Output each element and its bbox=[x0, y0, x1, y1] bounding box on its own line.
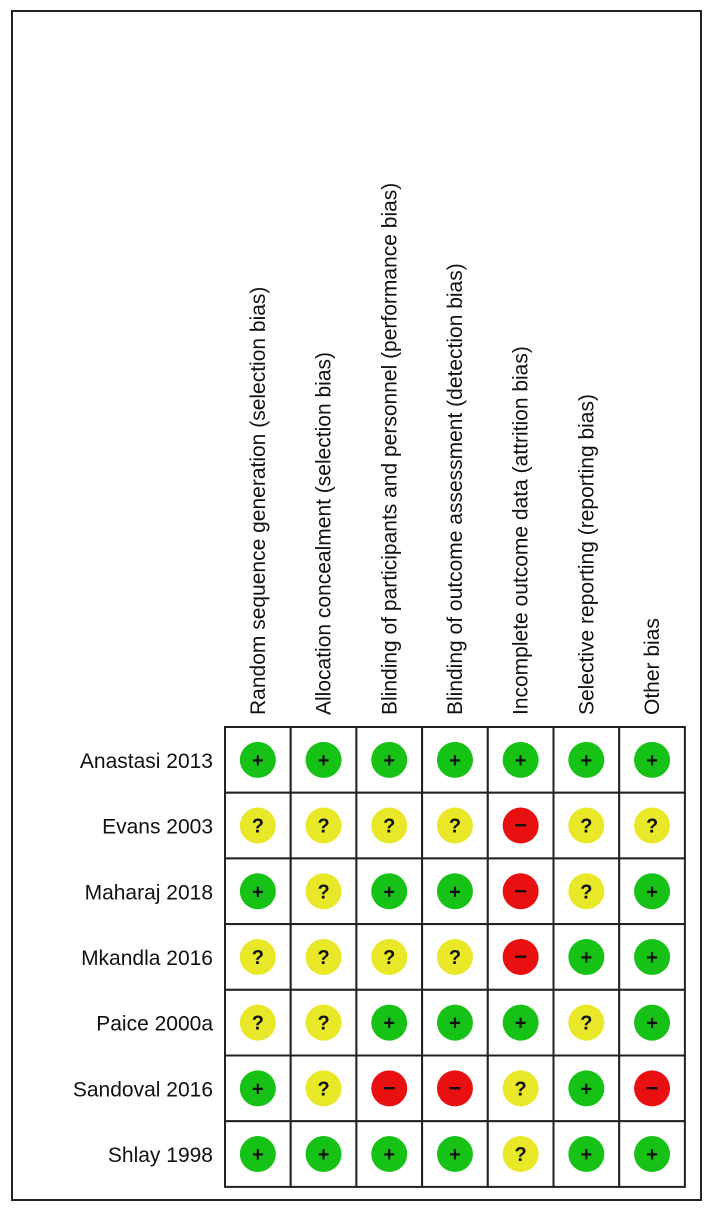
judgement-symbol: + bbox=[317, 1144, 330, 1167]
judgement-symbol: − bbox=[448, 1075, 462, 1101]
judgement-symbol: ? bbox=[251, 946, 264, 969]
domain-label: Incomplete outcome data (attrition bias) bbox=[509, 346, 533, 715]
judgement-symbol: − bbox=[382, 1075, 396, 1101]
study-label: Maharaj 2018 bbox=[84, 881, 213, 905]
judgement-symbol: ? bbox=[317, 881, 330, 904]
domain-label: Selective reporting (reporting bias) bbox=[575, 394, 599, 715]
judgement-symbol: − bbox=[645, 1075, 659, 1101]
judgement-symbol: ? bbox=[580, 1012, 593, 1035]
judgement-symbol: + bbox=[514, 749, 527, 772]
judgement-symbol: + bbox=[252, 881, 264, 904]
judgement-symbol: + bbox=[646, 1144, 658, 1167]
judgement-symbol: ? bbox=[317, 946, 330, 969]
judgement-symbol: + bbox=[252, 1144, 264, 1167]
domain-label: Random sequence generation (selection bias) bbox=[246, 286, 270, 715]
judgement-symbol: + bbox=[580, 1144, 593, 1167]
judgement-symbol: + bbox=[580, 1078, 593, 1101]
study-label: Sandoval 2016 bbox=[72, 1078, 213, 1102]
judgement-symbol: ? bbox=[514, 1078, 527, 1101]
judgement-symbol: + bbox=[383, 881, 396, 904]
judgement-symbol: ? bbox=[448, 946, 462, 969]
judgement-symbol: + bbox=[646, 1012, 658, 1035]
judgement-symbol: ? bbox=[251, 815, 264, 838]
judgement-symbol: + bbox=[252, 749, 264, 772]
judgement-symbol: ? bbox=[317, 1078, 330, 1101]
judgement-symbol: − bbox=[514, 878, 528, 904]
judgement-symbol: + bbox=[383, 1012, 396, 1035]
judgement-symbol: ? bbox=[580, 815, 593, 838]
judgement-symbol: + bbox=[646, 946, 658, 969]
judgement-symbol: − bbox=[514, 812, 528, 838]
judgement-symbol: ? bbox=[383, 815, 396, 838]
judgement-symbol: ? bbox=[514, 1144, 527, 1167]
judgement-symbol: + bbox=[580, 749, 593, 772]
judgement-symbol: + bbox=[646, 881, 658, 904]
study-label: Shlay 1998 bbox=[107, 1144, 213, 1168]
domain-label: Allocation concealment (selection bias) bbox=[312, 351, 336, 715]
judgement-symbol: ? bbox=[383, 946, 396, 969]
judgement-symbol: ? bbox=[580, 881, 593, 904]
judgement-symbol: + bbox=[383, 749, 396, 772]
judgement-symbol: ? bbox=[251, 1012, 264, 1035]
domain-label: Blinding of outcome assessment (detection bias) bbox=[443, 263, 467, 715]
study-label: Anastasi 2013 bbox=[79, 749, 213, 773]
study-label: Mkandla 2016 bbox=[81, 946, 213, 970]
domain-label: Blinding of participants and personnel (performance bias) bbox=[378, 182, 402, 715]
judgement-symbol: ? bbox=[448, 815, 462, 838]
judgement-symbol: + bbox=[383, 1144, 396, 1167]
judgement-symbol: + bbox=[580, 946, 593, 969]
judgement-symbol: ? bbox=[317, 1012, 330, 1035]
judgement-symbol: + bbox=[449, 1144, 461, 1167]
judgement-symbol: + bbox=[449, 881, 461, 904]
judgement-symbol: + bbox=[514, 1012, 527, 1035]
judgement-symbol: ? bbox=[645, 815, 659, 838]
study-label: Evans 2003 bbox=[102, 815, 213, 839]
judgement-symbol: + bbox=[317, 749, 330, 772]
judgement-symbol: + bbox=[646, 749, 658, 772]
study-label: Paice 2000a bbox=[96, 1012, 213, 1036]
judgement-symbol: + bbox=[252, 1078, 264, 1101]
judgement-symbol: + bbox=[449, 1012, 461, 1035]
judgement-symbol: ? bbox=[317, 815, 330, 838]
judgement-symbol: − bbox=[514, 943, 528, 969]
domain-label: Other bias bbox=[641, 618, 665, 715]
judgement-symbol: + bbox=[449, 749, 461, 772]
